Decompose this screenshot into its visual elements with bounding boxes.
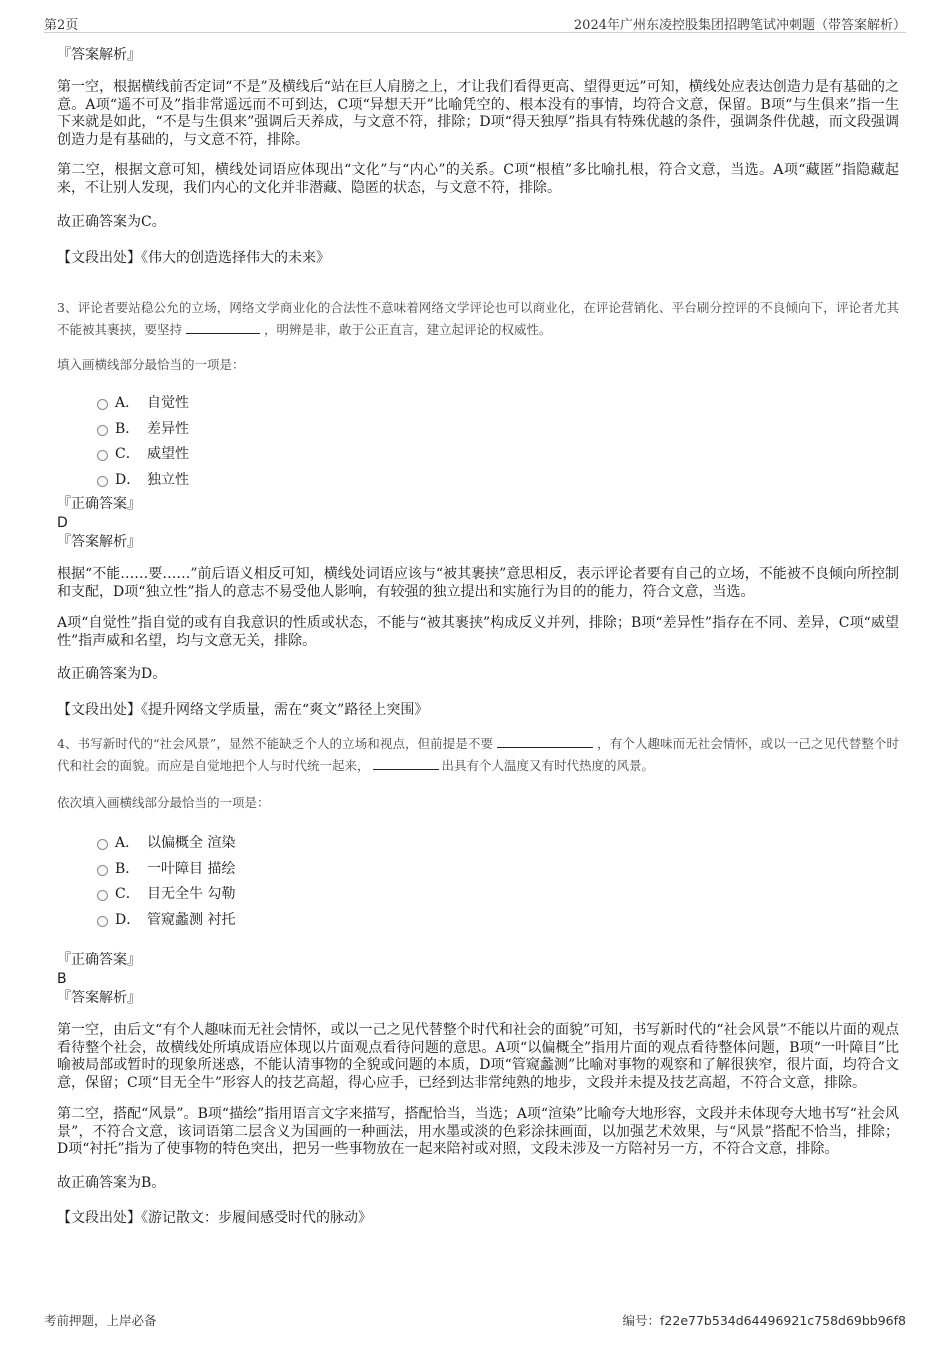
document-body: [57, 46, 899, 1228]
option-text: 管窥蠡测 衬托: [147, 911, 236, 928]
radio-icon[interactable]: [97, 425, 108, 436]
q3-analysis-p2: A项“自觉性”指自觉的或有自我意识的性质或状态，不能与“被其裹挟”构成反义并列，排除；B项“差异性”指存在不同、差异，C项“威望性”指声威和名望，均与文意无关，排除。: [57, 615, 899, 649]
option-key: B．: [115, 860, 140, 877]
q2-source: 【文段出处】《伟大的创造选择伟大的未来》: [57, 249, 330, 266]
q3-analysis-label: 『答案解析』: [57, 534, 141, 550]
q4-option-a[interactable]: [57, 831, 899, 857]
page-header: [44, 12, 906, 33]
q3-instruction: 填入画横线部分最恰当的一项是：: [57, 357, 245, 372]
q4-blank-2: [373, 757, 439, 770]
option-text: 以偏概全 渲染: [147, 835, 236, 851]
option-text: 独立性: [147, 471, 189, 488]
document-code: [623, 1311, 906, 1329]
radio-icon[interactable]: [97, 890, 108, 901]
radio-icon[interactable]: [97, 450, 108, 461]
q4-blank-1: [497, 735, 593, 748]
q3-stem-part2: ，明辨是非，敢于公正直言，建立起评论的权威性。: [264, 322, 552, 337]
q4-conclusion: 故正确答案为B。: [57, 1174, 166, 1191]
q2-analysis-label: 『答案解析』: [57, 47, 141, 63]
q4-analysis-label: 『答案解析』: [57, 990, 141, 1006]
q3-answer-label: 『正确答案』: [57, 496, 141, 512]
footer-slogan: 考前押题，上岸必备: [44, 1313, 157, 1328]
option-key: D．: [115, 911, 141, 928]
q4-instruction: 依次填入画横线部分最恰当的一项是：: [57, 795, 270, 810]
q2-analysis-p2: 第二空，根据文意可知，横线处词语应体现出“文化”与“内心”的关系。C项“根植”多比喻扎根，符合文意，当选。A项“藏匿”指隐藏起来，不让别人发现，我们内心的文化并非潜藏、隐匿的状态，与文意不符，排除。: [57, 162, 899, 196]
q4-stem: [57, 733, 899, 777]
option-text: 差异性: [147, 420, 189, 437]
option-key: A．: [115, 835, 140, 851]
q3-source: 【文段出处】《提升网络文学质量，需在“爽文”路径上突围》: [57, 701, 429, 718]
radio-icon[interactable]: [97, 476, 108, 487]
option-text: 威望性: [147, 446, 189, 462]
q4-option-d[interactable]: [57, 908, 899, 934]
radio-icon[interactable]: [97, 399, 108, 410]
q3-stem: [57, 297, 899, 341]
q3-option-b[interactable]: [57, 417, 899, 443]
option-key: C．: [115, 446, 140, 462]
q3-blank: [186, 321, 260, 334]
q2-analysis-p1: 第一空，根据横线前否定词“不是”及横线后“站在巨人肩膀之上，才让我们看得更高、望得更远”可知，横线处应表达创造力是有基础的之意。A项“遥不可及”指非常遥远而不可到达，C项“异想天开”比喻凭空的、根本没有的事情，均符合文意，保留。B项“与生俱来”指一生下来就是如此，“不是与生俱来”强调后天养成，与文意不符，排除；D项“得天独厚”指具有特殊优越的条件，强调条件优越，而文段强调创造力是有基础的，与文意不符，排除。: [57, 79, 899, 148]
option-text: 目无全牛 勾勒: [147, 886, 236, 902]
q4-option-c[interactable]: [57, 882, 899, 908]
q2-conclusion: 故正确答案为C。: [57, 214, 166, 230]
radio-icon[interactable]: [97, 839, 108, 850]
option-key: D．: [115, 471, 141, 488]
q3-option-d[interactable]: [57, 468, 899, 494]
q4-stem-part3: 出具有个人温度又有时代热度的风景。: [441, 758, 655, 773]
option-key: C．: [115, 886, 140, 902]
q4-analysis-p2: 第二空，搭配“风景”。B项“描绘”指用语言文字来描写，搭配恰当，当选；A项“渲染”比喻夸大地形容，文段并未体现夸大地书写“社会风景”，不符合文意，该词语第二层含义为国画的一种画法，用水墨或淡的色彩涂抹画面，以加强艺术效果，与“风景”搭配不恰当，排除；D项“衬托”指为了使事物的特色突出，把另一些事物放在一起来陪衬或对照，文段未涉及一方陪衬另一方，不符合文意，排除。: [57, 1106, 899, 1157]
q3-answer: D: [57, 515, 68, 531]
option-key: B．: [115, 420, 140, 437]
q3-analysis-p1: 根据“不能……要……”前后语义相反可知，横线处词语应该与“被其裹挟”意思相反，表示评论者要有自己的立场，不能被不良倾向所控制和支配，D项“独立性”指人的意志不易受他人影响，有较强的独立提出和实施行为目的的能力，符合文意，当选。: [57, 566, 899, 600]
radio-icon[interactable]: [97, 865, 108, 876]
q3-option-a[interactable]: [57, 391, 899, 417]
code-value: f22e77b534d64496921c758d69bb96f8: [660, 1313, 906, 1328]
q3-options: [57, 391, 899, 493]
q3-conclusion: 故正确答案为D。: [57, 666, 167, 682]
page-number: 第2页: [44, 18, 79, 33]
document-title: 2024年广州东凌控股集团招聘笔试冲刺题（带答案解析）: [573, 18, 906, 33]
q3-option-c[interactable]: [57, 442, 899, 468]
q4-stem-part1: 4、书写新时代的“社会风景”，显然不能缺乏个人的立场和视点，但前提是不要: [57, 736, 494, 751]
radio-icon[interactable]: [97, 916, 108, 927]
q4-answer: B: [57, 971, 67, 987]
q4-options: [57, 831, 899, 933]
q3-stem-part1: 3、评论者要站稳公允的立场，网络文学商业化的合法性不意味着网络文学评论也可以商业化，在评论营销化、平台刷分控评的不良倾向下，评论者尤其不能被其裹挟，要坚持: [57, 300, 899, 337]
option-key: A．: [115, 395, 140, 411]
option-text: 一叶障目 描绘: [147, 860, 236, 877]
q4-answer-label: 『正确答案』: [57, 952, 141, 968]
code-label: 编号：: [622, 1313, 661, 1328]
q4-stem-part2: ，有个人趣味而无社会情怀，或以一己之见代替整个时代和社会的面貌。而应是自觉地把个人与时代统一起来，: [57, 736, 899, 773]
q4-source: 【文段出处】《游记散文：步履间感受时代的脉动》: [57, 1210, 372, 1226]
q4-analysis-p1: 第一空，由后文“有个人趣味而无社会情怀，或以一己之见代替整个时代和社会的面貌”可知，书写新时代的“社会风景”不能以片面的观点看待整个社会，故横线处所填成语应体现以片面观点看待问题的意思。A项“以偏概全”指用片面的观点看待整体问题，B项“一叶障目”比喻被局部或暂时的现象所迷惑，不能认清事物的全貌或问题的本质，D项“管窥蠡测”比喻对事物的观察和了解很狭窄，很片面，均符合文意，保留；C项“目无全牛”形容人的技艺高超，得心应手，已经到达非常纯熟的地步，文段并未提及技艺高超，不符合文意，排除。: [57, 1022, 899, 1091]
option-text: 自觉性: [147, 395, 189, 411]
q4-option-b[interactable]: [57, 857, 899, 883]
